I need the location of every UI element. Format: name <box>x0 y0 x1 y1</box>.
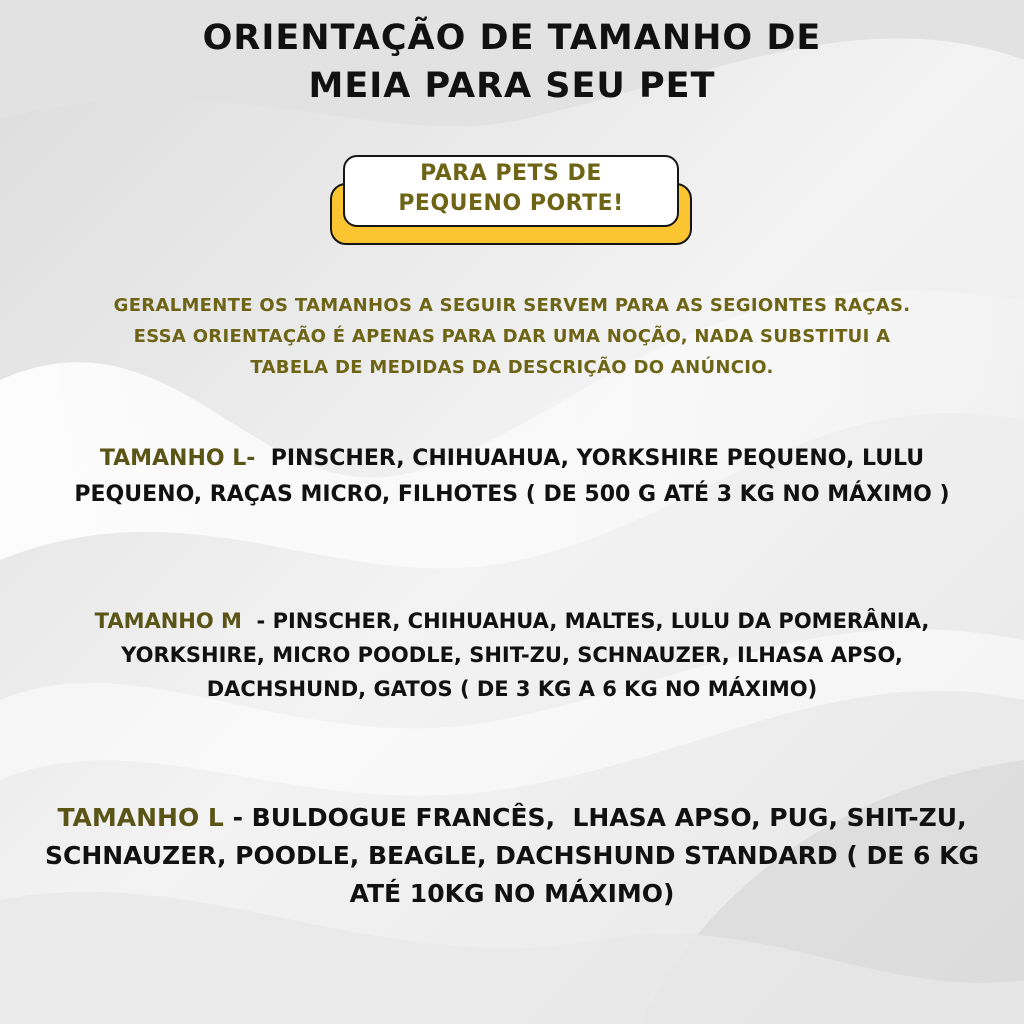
size-label: TAMANHO L <box>57 803 224 832</box>
intro-line-3: TABELA DE MEDIDAS DA DESCRIÇÃO DO ANÚNCIO. <box>250 357 774 378</box>
badge-label-box <box>343 155 679 227</box>
size-label: TAMANHO M <box>94 609 242 633</box>
title-line-2: MEIA PARA SEU PET <box>308 66 716 106</box>
size-entry-medium <box>0 604 1024 706</box>
intro-paragraph <box>40 290 984 383</box>
badge-line-2: PEQUENO PORTE! <box>398 191 624 216</box>
size-entry-line-2: YORKSHIRE, MICRO POODLE, SHIT-ZU, SCHNAUZER, ILHASA APSO, <box>121 643 903 667</box>
size-entry-line-2: SCHNAUZER, POODLE, BEAGLE, DACHSHUND STANDARD ( DE 6 KG <box>44 841 980 870</box>
size-entry-small <box>0 441 1024 513</box>
size-entry-line-1 <box>0 799 1024 837</box>
size-entry-line-3: ATÉ 10KG NO MÁXIMO) <box>349 879 675 908</box>
badge-line-1: PARA PETS DE <box>420 161 602 186</box>
intro-line-1: GERALMENTE OS TAMANHOS A SEGUIR SERVEM PARA AS SEGIONTES RAÇAS. <box>113 295 911 316</box>
size-breeds-text: PINSCHER, CHIHUAHUA, YORKSHIRE PEQUENO, LULU <box>255 446 925 471</box>
size-entry-line-1 <box>0 604 1024 638</box>
size-breeds-text: - BULDOGUE FRANCÊS, LHASA APSO, PUG, SHIT-ZU, <box>223 803 967 832</box>
size-breeds-text: - PINSCHER, CHIHUAHUA, MALTES, LULU DA POMERÂNIA, <box>241 609 930 633</box>
size-entry-large <box>0 799 1024 913</box>
size-entry-line-2: PEQUENO, RAÇAS MICRO, FILHOTES ( DE 500 G ATÉ 3 KG NO MÁXIMO ) <box>74 482 950 507</box>
pet-size-badge <box>330 155 692 245</box>
title-line-1: ORIENTAÇÃO DE TAMANHO DE <box>202 18 822 58</box>
size-entry-line-1 <box>0 441 1024 477</box>
size-label: TAMANHO L- <box>99 446 256 471</box>
intro-line-2: ESSA ORIENTAÇÃO É APENAS PARA DAR UMA NOÇÃO, NADA SUBSTITUI A <box>133 326 891 347</box>
page-title <box>0 14 1024 110</box>
size-entry-line-3: DACHSHUND, GATOS ( DE 3 KG A 6 KG NO MÁXIMO) <box>206 677 818 701</box>
